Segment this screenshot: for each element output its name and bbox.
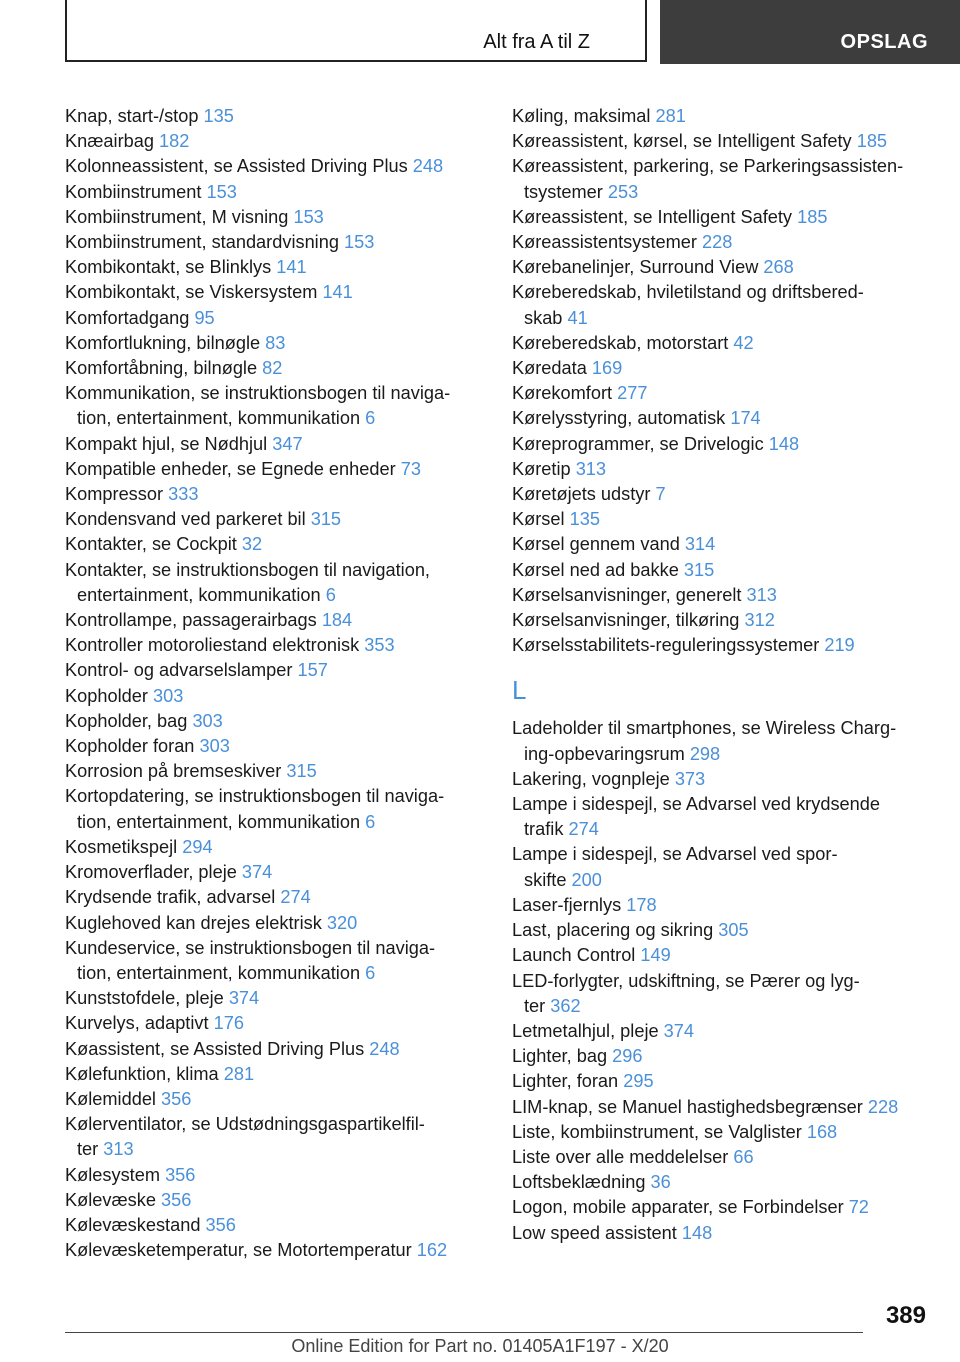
entry-term: Kompressor (65, 484, 164, 505)
page-link[interactable]: 141 (322, 282, 353, 303)
page-link[interactable]: 185 (797, 206, 828, 227)
page-link[interactable]: 157 (297, 660, 328, 681)
entry-term: Kølefunktion, klima (65, 1063, 219, 1084)
entry-term: Knæairbag (65, 131, 154, 152)
page-link[interactable]: 294 (182, 836, 213, 857)
page-link[interactable]: 228 (702, 232, 733, 253)
entry-term: Kuglehoved kan drejes elektrisk (65, 912, 322, 933)
entry-term: Logon, mobile apparater, se Forbindelser (512, 1197, 844, 1218)
page-link[interactable]: 312 (744, 610, 775, 631)
entry-term: Komfortåbning, bilnøgle (65, 358, 258, 379)
entry-term: Kølemiddel (65, 1088, 156, 1109)
page-link[interactable]: 42 (733, 332, 754, 353)
index-entry (65, 129, 495, 154)
index-entry (512, 1044, 942, 1069)
index-entry (512, 1019, 942, 1044)
page-link[interactable]: 135 (569, 509, 600, 530)
index-entry (65, 1062, 495, 1087)
page-link[interactable]: 313 (746, 584, 777, 605)
entry-term: Kombiinstrument, M visning (65, 206, 289, 227)
index-entry (512, 280, 942, 330)
entry-term: Køretip (512, 458, 571, 479)
page-link[interactable]: 303 (152, 685, 184, 706)
index-column-right (512, 104, 942, 1246)
entry-term: Kosmetikspejl (65, 836, 178, 857)
entry-term: Last, placering og sikring (512, 920, 714, 941)
entry-term: Lampe i sidespejl, se Advarsel ved spor- (512, 844, 838, 865)
page-link[interactable]: 303 (192, 710, 223, 731)
index-entry (65, 1188, 495, 1213)
entry-term: Lakering, vognpleje (512, 768, 670, 789)
page-link[interactable]: 149 (640, 945, 671, 966)
index-entry (65, 255, 495, 280)
index-entry (512, 331, 942, 356)
page-number: 389 (885, 1302, 926, 1329)
index-entry (512, 767, 942, 792)
entry-term-continuation: ing-opbevaringsrum (524, 743, 685, 764)
page-link[interactable]: 135 (203, 106, 234, 126)
page-link[interactable]: 315 (310, 509, 342, 530)
entry-term: Low speed assistent (512, 1222, 677, 1243)
page-link[interactable]: 41 (567, 307, 588, 328)
index-entry (512, 943, 942, 968)
page-link[interactable]: 185 (856, 131, 888, 152)
page-link[interactable]: 281 (223, 1063, 255, 1084)
entry-term: Kompatible enheder, se Egnede enheder (65, 458, 396, 479)
index-entry (512, 507, 942, 532)
entry-term: Kørsel gennem vand (512, 534, 680, 555)
header-chapter-title: OPSLAG (840, 31, 928, 53)
page-link[interactable]: 374 (663, 1020, 695, 1041)
index-entry (512, 230, 942, 255)
entry-term: Køreberedskab, hviletilstand og driftsbered- (512, 282, 864, 303)
entry-term: Kontakter, se Cockpit (65, 534, 237, 555)
index-entry (65, 1087, 495, 1112)
index-entry (65, 356, 495, 381)
entry-term: Køreassistent, se Intelligent Safety (512, 206, 793, 227)
entry-term: Kurvelys, adaptivt (65, 1013, 209, 1034)
page-link[interactable]: 313 (103, 1139, 134, 1160)
index-entry (512, 1170, 942, 1195)
entry-term: Kombikontakt, se Viskersystem (65, 282, 318, 303)
entry-term: Køling, maksimal (512, 106, 651, 126)
page-link[interactable]: 228 (867, 1096, 899, 1117)
page-link[interactable]: 314 (684, 534, 716, 555)
entry-term: Kørselsanvisninger, generelt (512, 584, 742, 605)
index-entry (65, 860, 495, 885)
entry-term: Kørselsanvisninger, tilkøring (512, 610, 740, 631)
index-entry (65, 608, 495, 633)
index-entry (512, 432, 942, 457)
entry-term: Kørsel ned ad bakke (512, 559, 679, 580)
index-entry (512, 1145, 942, 1170)
page-link[interactable]: 303 (199, 736, 230, 757)
entry-term: Kontrol- og advarselslamper (65, 660, 293, 681)
entry-term: Ladeholder til smartphones, se Wireless Charg- (512, 718, 897, 739)
index-entry (512, 482, 942, 507)
footer-divider (65, 1332, 863, 1333)
entry-term: Køreassistent, kørsel, se Intelligent Safety (512, 131, 852, 152)
entry-term: Kølevæsketemperatur, se Motortemperatur (65, 1240, 412, 1261)
page-link[interactable]: 296 (612, 1046, 643, 1067)
page-link[interactable]: 83 (265, 332, 286, 353)
index-group-l (512, 716, 942, 1245)
index-entry (65, 734, 495, 759)
page-link[interactable]: 374 (241, 862, 273, 883)
entry-term: Liste, kombiinstrument, se Valglister (512, 1121, 802, 1142)
page-link[interactable]: 184 (321, 610, 353, 631)
index-entry (512, 918, 942, 943)
page-link[interactable]: 295 (623, 1071, 654, 1092)
entry-term: Kortopdatering, se instruktionsbogen til naviga- (65, 786, 445, 807)
header-section-box (65, 0, 647, 62)
entry-term: Køreprogrammer, se Drivelogic (512, 433, 764, 454)
page-link[interactable]: 373 (674, 768, 706, 789)
index-entry (512, 406, 942, 431)
page-link[interactable]: 32 (241, 534, 263, 555)
page-link[interactable]: 7 (655, 484, 666, 505)
entry-term: LED-forlygter, udskiftning, se Pærer og lyg- (512, 970, 860, 991)
index-entry (65, 1213, 495, 1238)
entry-term: Kombiinstrument (65, 181, 202, 202)
index-entry (512, 457, 942, 482)
entry-term: Kolonneassistent, se Assisted Driving Plus (65, 156, 408, 177)
page-link[interactable]: 73 (400, 458, 421, 479)
page-link[interactable]: 6 (365, 811, 376, 832)
entry-term: Kørsel (512, 509, 565, 530)
page-link[interactable]: 6 (365, 408, 376, 429)
entry-term: Kontrollampe, passagerairbags (65, 610, 317, 631)
entry-term-continuation: tion, entertainment, kommunikation (77, 408, 361, 429)
index-entry (65, 1112, 495, 1162)
page-link[interactable]: 6 (325, 584, 336, 605)
index-group-k (512, 104, 942, 658)
page-link[interactable]: 6 (365, 962, 376, 983)
page-link[interactable]: 200 (571, 869, 602, 890)
index-entry (512, 356, 942, 381)
page-link[interactable]: 219 (824, 635, 855, 656)
entry-term: Kopholder foran (65, 736, 195, 757)
index-entry (512, 1195, 942, 1220)
index-entry (512, 104, 942, 129)
entry-term: Køredata (512, 358, 587, 379)
index-entry (65, 230, 495, 255)
index-entry (65, 885, 495, 910)
entry-term: Kunststofdele, pleje (65, 988, 224, 1009)
page-link[interactable]: 248 (412, 156, 444, 177)
entry-term-continuation: skifte (524, 869, 567, 890)
index-entry (65, 154, 495, 179)
page-link[interactable]: 313 (575, 458, 607, 479)
index-entry (65, 936, 495, 986)
entry-term: Kombikontakt, se Blinklys (65, 257, 272, 278)
entry-term: Kondensvand ved parkeret bil (65, 509, 306, 530)
index-entry (65, 633, 495, 658)
entry-term: Kølevæske (65, 1189, 156, 1210)
index-entry (65, 482, 495, 507)
index-entry (65, 1011, 495, 1036)
page-link[interactable]: 362 (550, 995, 581, 1016)
header-section-title: Alt fra A til Z (483, 31, 590, 53)
index-entry (65, 1037, 495, 1062)
page-link[interactable]: 333 (168, 484, 199, 505)
entry-term-continuation: tion, entertainment, kommunikation (77, 962, 361, 983)
entry-term-continuation: ter (77, 1139, 99, 1160)
entry-term: Kørekomfort (512, 383, 613, 404)
index-entry (65, 911, 495, 936)
page-link[interactable]: 36 (650, 1172, 671, 1193)
entry-term: Kørebanelinjer, Surround View (512, 257, 759, 278)
index-entry (512, 1069, 942, 1094)
index-entry (512, 1095, 942, 1120)
index-entry (512, 381, 942, 406)
footer-edition: Online Edition for Part no. 01405A1F197 - X/20 (291, 1336, 669, 1356)
index-entry (512, 842, 942, 892)
page-link[interactable]: 347 (272, 433, 303, 454)
page-link[interactable]: 248 (369, 1038, 400, 1059)
page-link[interactable]: 178 (626, 894, 657, 915)
page-link[interactable]: 356 (205, 1214, 236, 1235)
index-entry (65, 331, 495, 356)
index-column-left (65, 104, 495, 1263)
index-entry (512, 255, 942, 280)
index-entry (512, 969, 942, 1019)
entry-term: Kontakter, se instruktionsbogen til navigation, (65, 559, 430, 580)
page-link[interactable]: 353 (364, 635, 395, 656)
page-link[interactable]: 315 (286, 761, 317, 782)
page-link[interactable]: 162 (416, 1240, 448, 1261)
entry-term: Køassistent, se Assisted Driving Plus (65, 1038, 365, 1059)
entry-term: Kopholder, bag (65, 710, 188, 731)
index-entry (512, 716, 942, 766)
entry-term: Kombiinstrument, standardvisning (65, 232, 339, 253)
page-link[interactable]: 174 (730, 408, 761, 429)
entry-term: Kørselsstabilitets-reguleringssystemer (512, 635, 820, 656)
entry-term: Launch Control (512, 945, 636, 966)
index-entry (65, 532, 495, 557)
index-entry (65, 507, 495, 532)
entry-term-continuation: entertainment, kommunikation (77, 584, 321, 605)
page-link[interactable]: 305 (718, 920, 749, 941)
entry-term: LIM-knap, se Manuel hastighedsbegrænser (512, 1096, 863, 1117)
index-entry (65, 835, 495, 860)
page-link[interactable]: 356 (161, 1189, 192, 1210)
page-link[interactable]: 182 (159, 131, 190, 152)
entry-term-continuation: trafik (524, 819, 564, 840)
entry-term: Kopholder (65, 685, 148, 706)
entry-term: Kølevæskestand (65, 1214, 201, 1235)
index-entry (65, 432, 495, 457)
index-entry (65, 784, 495, 834)
index-entry (512, 893, 942, 918)
entry-term: Komfortlukning, bilnøgle (65, 332, 261, 353)
entry-term: Kundeservice, se instruktionsbogen til naviga- (65, 937, 436, 958)
entry-term: Kontroller motoroliestand elektronisk (65, 635, 360, 656)
index-entry (65, 280, 495, 305)
page-link[interactable]: 277 (617, 383, 648, 404)
entry-term: Loftsbeklædning (512, 1172, 646, 1193)
index-entry (512, 205, 942, 230)
index-entry (65, 558, 495, 608)
index-entry (65, 104, 495, 129)
entry-term-continuation: tsystemer (524, 181, 603, 202)
entry-term: Kompakt hjul, se Nødhjul (65, 433, 268, 454)
page-link[interactable]: 141 (276, 257, 307, 278)
entry-term: Køretøjets udstyr (512, 484, 651, 505)
entry-term: Komfortadgang (65, 307, 190, 328)
page-link[interactable]: 356 (161, 1088, 192, 1109)
index-entry (65, 1238, 495, 1263)
entry-term: Kromoverflader, pleje (65, 862, 237, 883)
index-entry (65, 658, 495, 683)
page-link[interactable]: 153 (344, 232, 375, 253)
entry-term: Kølesystem (65, 1164, 160, 1185)
page-link[interactable]: 148 (681, 1222, 713, 1243)
entry-term: Krydsende trafik, advarsel (65, 887, 276, 908)
index-entry (65, 709, 495, 734)
page-link[interactable]: 66 (733, 1146, 754, 1167)
page-link[interactable]: 320 (326, 912, 358, 933)
header-chapter-tab (660, 0, 960, 64)
entry-term: Kølerventilator, se Udstødningsgaspartikelfil- (65, 1114, 425, 1135)
index-entry (65, 986, 495, 1011)
index-entry (65, 457, 495, 482)
page-link[interactable]: 153 (206, 181, 237, 202)
entry-term: Køreassistent, parkering, se Parkeringsassisten- (512, 156, 904, 177)
entry-term: Kørelysstyring, automatisk (512, 408, 726, 429)
index-entry (512, 154, 942, 204)
index-entry (65, 759, 495, 784)
page-link[interactable]: 176 (213, 1013, 244, 1034)
page-link[interactable]: 95 (194, 307, 215, 328)
page-link[interactable]: 168 (806, 1121, 838, 1142)
index-entry (65, 684, 495, 709)
page-link[interactable]: 356 (165, 1164, 196, 1185)
page-link[interactable]: 72 (848, 1197, 869, 1218)
entry-term: Køreassistentsystemer (512, 232, 697, 253)
entry-term: Liste over alle meddelelser (512, 1146, 729, 1167)
index-entry (65, 205, 495, 230)
index-entry (512, 633, 942, 658)
entry-term: Køreberedskab, motorstart (512, 332, 729, 353)
entry-term: Knap, start-/stop (65, 106, 199, 126)
index-entry (65, 381, 495, 431)
index-entry (512, 792, 942, 842)
index-entry (512, 558, 942, 583)
index-entry (65, 180, 495, 205)
entry-term: Letmetalhjul, pleje (512, 1020, 659, 1041)
index-entry (512, 1120, 942, 1145)
page-link[interactable]: 253 (607, 181, 639, 202)
page-link[interactable]: 82 (262, 358, 283, 379)
section-letter: L (512, 675, 527, 706)
index-entry (512, 532, 942, 557)
page-link[interactable]: 153 (293, 206, 324, 227)
page-link[interactable]: 169 (591, 358, 623, 379)
page-link[interactable]: 274 (568, 819, 599, 840)
index-entry (512, 129, 942, 154)
entry-term: Lampe i sidespejl, se Advarsel ved krydsende (512, 794, 880, 815)
page-link[interactable]: 148 (768, 433, 800, 454)
index-entry (65, 306, 495, 331)
page-link[interactable]: 274 (280, 887, 311, 908)
page-link[interactable]: 315 (683, 559, 715, 580)
index-entry (512, 583, 942, 608)
entry-term: Lighter, foran (512, 1071, 619, 1092)
entry-term: Laser-fjernlys (512, 894, 622, 915)
index-entry (512, 608, 942, 633)
index-entry (65, 1163, 495, 1188)
entry-term-continuation: ter (524, 995, 546, 1016)
entry-term-continuation: skab (524, 307, 563, 328)
page-link[interactable]: 281 (655, 106, 686, 126)
page-link[interactable]: 268 (763, 257, 794, 278)
index-entry (512, 1221, 942, 1246)
entry-term: Korrosion på bremseskiver (65, 761, 282, 782)
entry-term: Lighter, bag (512, 1046, 608, 1067)
page-link[interactable]: 374 (228, 988, 260, 1009)
entry-term-continuation: tion, entertainment, kommunikation (77, 811, 361, 832)
page-link[interactable]: 298 (689, 743, 721, 764)
entry-term: Kommunikation, se instruktionsbogen til naviga- (65, 383, 451, 404)
